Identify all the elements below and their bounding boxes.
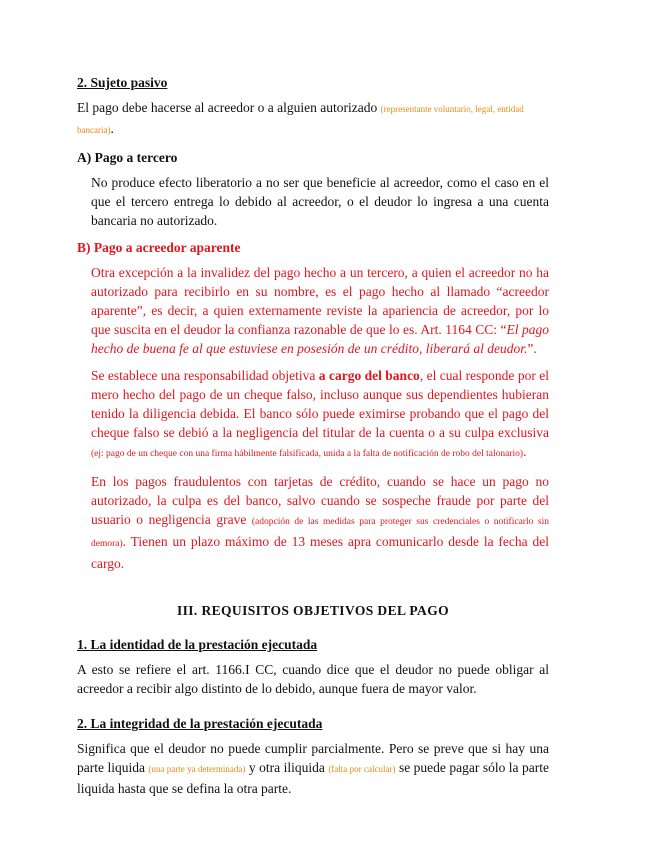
paragraph-pago-tercero: No produce efecto liberatorio a no ser que beneficie al acreedor, como el caso en el que el tercero entrega lo debido al acreedor, o el deudor lo ingresa a una cuenta bancaria no autorizado. xyxy=(91,175,549,228)
heading-sujeto-pasivo: 2. Sujeto pasivo xyxy=(77,75,168,90)
p2-small: (ej: pago de un cheque con una firma hábilmente falsificada, unida a la falta de notificación de robo del talonario) xyxy=(91,449,524,459)
p3-text-a: En los pagos fraudulentos con tarjetas de crédito, cuando se hace un pago no autorizado, la culpa es del banco, salvo cuando se sospeche fraude por parte del usuario o negligencia grave xyxy=(91,474,549,527)
heading-pago-tercero: A) Pago a tercero xyxy=(77,150,178,165)
s2-text-a: Significa que el deudor no puede cumplir parcialmente. Pero se preve que si hay una parte liquida xyxy=(77,741,549,775)
paragraph-tarjetas xyxy=(91,472,549,573)
s2-text-c: se puede pagar sólo la parte liquida hasta que se defina la otra parte. xyxy=(77,760,549,796)
paragraph-intro xyxy=(77,98,549,140)
p1-quote: El pago hecho de buena fe al que estuviese en posesión de un crédito, liberará al deudor. xyxy=(91,322,550,356)
heading-acreedor-aparente: B) Pago a acreedor aparente xyxy=(77,240,241,255)
p1-text: Otra excepción a la invalidez del pago hecho a un tercero, a quien el acreedor no ha autorizado para recibirlo en su nombre, es el pago hecho al llamado “acreedor aparente”, es decir, a quien externamente reviste la apariencia de acreedor, por lo que suscita en el deudor la confianza razonable de que lo es. Art. 1164 CC: “ xyxy=(91,265,549,337)
s2-text-b: y otra iliquida xyxy=(245,760,329,775)
section-title: III. REQUISITOS OBJETIVOS DEL PAGO xyxy=(176,603,450,618)
p1-end: ”. xyxy=(527,341,537,356)
intro-note: (representante voluntario, legal, entidad bancaria) xyxy=(77,104,524,135)
paragraph-identidad: A esto se refiere el art. 1166.I CC, cuando dice que el deudor no puede obligar al acreedor a recibir algo distinto de lo debido, aunque fuera de mayor valor. xyxy=(77,662,549,696)
s2-note1: (una parte ya determinada) xyxy=(148,764,246,774)
p3-text-b: . Tienen un plazo máximo de 13 meses apra comunicarlo desde la fecha del cargo. xyxy=(91,534,549,571)
p2-end: . xyxy=(523,444,527,459)
paragraph-banco xyxy=(91,366,549,464)
p2-text-a: Se establece una responsabilidad objetiva xyxy=(91,368,319,383)
p3-small: (adopción de las medidas para proteger sus credenciales o notificarlo sin demora) xyxy=(91,517,549,549)
paragraph-integridad xyxy=(77,739,549,798)
heading-integridad: 2. La integridad de la prestación ejecutada xyxy=(77,716,323,731)
intro-text: El pago debe hacerse al acreedor o a alguien autorizado xyxy=(77,100,381,115)
paragraph-acreedor-aparente xyxy=(91,263,549,358)
document-page xyxy=(77,75,549,798)
intro-end: . xyxy=(110,121,114,136)
p2-bold: a cargo del banco xyxy=(318,368,420,383)
heading-identidad: 1. La identidad de la prestación ejecutada xyxy=(77,637,318,652)
p2-text-b: , el cual responde por el mero hecho del pago de un cheque falso, incluso aunque sus dependientes hubieran tenido la diligencia debida. El banco sólo puede eximirse probando que el pago del cheque falso se debió a la negligencia del titular de la cuenta o a su culpa exclusiva xyxy=(91,368,549,440)
s2-note2: (falta por calcular) xyxy=(328,764,396,774)
